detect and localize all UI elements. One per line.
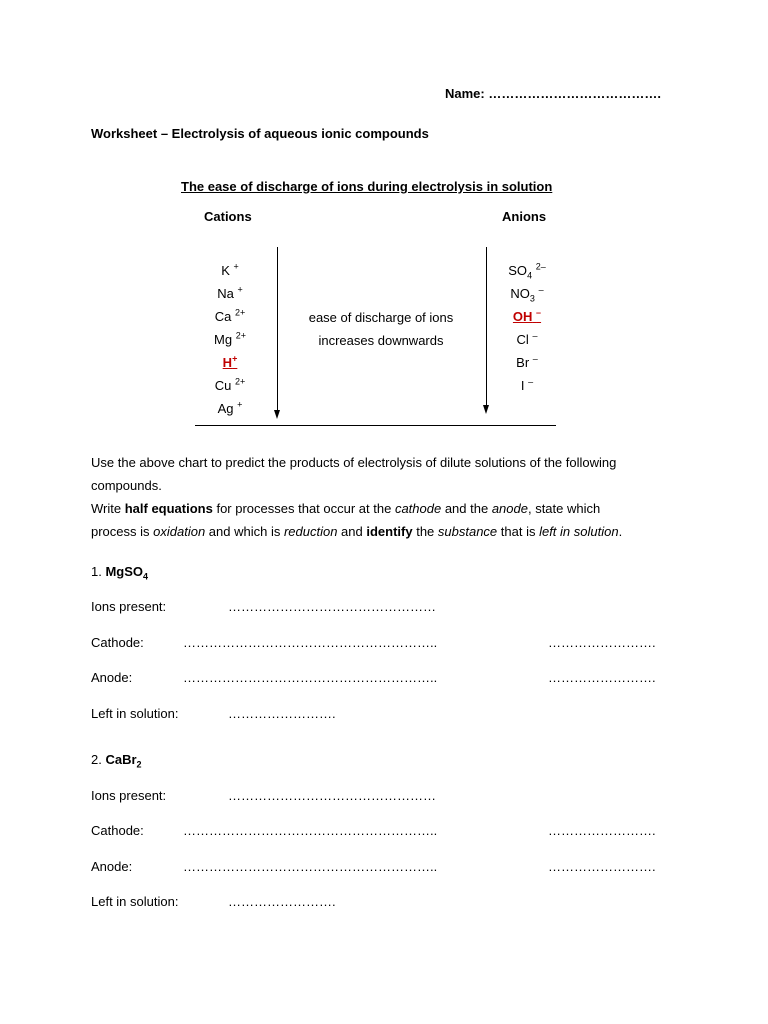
ion-symbol: Br [516,355,530,370]
ion-charge: 2– [535,261,546,272]
cathode-equation-answer[interactable]: ………………………………………………….. [183,823,438,838]
formula-base: MgSO [105,564,144,579]
anions-heading: Anions [502,209,547,224]
ions-present-answer[interactable]: ………………………………………… [228,788,436,803]
ion-symbol: I [520,378,525,393]
question-heading [91,564,149,582]
cathode-process-answer[interactable]: ……………………. [548,823,656,838]
ions-present-label: Ions present: [91,599,167,614]
anions-arrow-head-icon [483,405,489,414]
left-in-solution-answer[interactable]: ……………………. [228,894,336,909]
ion-charge: + [232,353,238,364]
ion-subscript: 3 [529,293,535,304]
cathode-label: Cathode: [91,635,144,650]
text-process-is: process is [91,524,154,539]
anion-item [487,309,567,324]
ion-symbol: Na [217,286,234,301]
cation-item [190,286,270,301]
instructions-line1: Use the above chart to predict the products of electrolysis of dilute solutions of the following [91,455,617,470]
text-the: the [412,524,438,539]
ion-charge: + [233,261,239,272]
question-heading [91,752,142,770]
name-dots: …………………………………. [488,86,661,101]
cathode-label: Cathode: [91,823,144,838]
question-formula [105,752,142,770]
left-in-solution-answer[interactable]: ……………………. [228,706,336,721]
cation-item [190,401,270,416]
ion-charge: 2+ [235,330,246,341]
chart-title: The ease of discharge of ions during electrolysis in solution [181,179,553,194]
text-cathode: cathode [394,501,442,516]
anion-item [487,355,567,370]
chart-middle-line1: ease of discharge of ions [308,310,454,325]
cation-item [190,355,270,370]
question-formula [105,564,149,582]
ion-charge: 2+ [234,376,246,387]
left-in-solution-label: Left in solution: [91,894,179,909]
text-period: . [618,524,623,539]
text-left-in-solution: left in solution [539,524,619,539]
chart-baseline-divider [195,425,556,426]
text-oxidation: oxidation [153,524,206,539]
cation-item [190,332,270,347]
anode-equation-answer[interactable]: ………………………………………………….. [183,670,438,685]
text-identify: identify [366,524,413,539]
ion-symbol: Mg [214,332,233,347]
anion-item [487,284,567,304]
ion-symbol: K [221,263,230,278]
ion-symbol: OH [512,309,533,324]
text-anode: anode [491,501,528,516]
ion-charge: + [237,399,243,410]
ion-symbol: Ag [217,401,234,416]
anode-equation-answer[interactable]: ………………………………………………….. [183,859,438,874]
text-that-is: that is [497,524,540,539]
cathode-equation-answer[interactable]: ………………………………………………….. [183,635,438,650]
text-state-which: , state which [527,501,601,516]
question-number: 2. [91,752,102,767]
instructions-line4 [91,520,691,543]
text-half-equations: half equations [124,501,213,516]
formula-subscript: 2 [136,759,142,770]
ion-symbol: H [222,355,233,370]
anode-process-answer[interactable]: ……………………. [548,670,656,685]
ion-charge: – [532,330,538,341]
anode-label: Anode: [91,670,133,685]
name-field[interactable] [445,86,661,101]
text-and: and [337,524,367,539]
anion-item [487,378,567,393]
instructions-line3 [91,497,691,520]
left-in-solution-label: Left in solution: [91,706,179,721]
ion-charge: – [532,353,538,364]
cathode-process-answer[interactable]: ……………………. [548,635,656,650]
cation-item [190,309,270,324]
anions-arrow-line [486,247,487,407]
text-and-the: and the [441,501,492,516]
ions-present-answer[interactable]: ………………………………………… [228,599,436,614]
ion-subscript: 4 [527,270,533,281]
ion-charge: + [237,284,243,295]
ion-charge: – [536,307,542,318]
ion-charge: – [528,376,534,387]
cations-arrow-head-icon [274,410,280,419]
chart-middle-line2: increases downwards [318,333,444,348]
formula-base: CaBr [105,752,137,767]
cations-arrow-line [277,247,278,412]
text-reduction: reduction [283,524,338,539]
ion-symbol: Cl [516,332,529,347]
ion-symbol: Ca [214,309,232,324]
ion-symbol: Cu [214,378,232,393]
ion-charge: – [538,284,544,295]
worksheet-title: Worksheet – Electrolysis of aqueous ionic compounds [91,126,429,141]
question-number: 1. [91,564,102,579]
text-write: Write [91,501,125,516]
text-and-which: and which is [205,524,284,539]
ions-present-label: Ions present: [91,788,167,803]
text-processes: for processes that occur at the [212,501,395,516]
cation-item [190,378,270,393]
anion-item [487,261,567,281]
anode-label: Anode: [91,859,133,874]
anion-item [487,332,567,347]
cations-heading: Cations [204,209,252,224]
ion-charge: 2+ [234,307,246,318]
ion-symbol: NO [510,286,530,301]
formula-subscript: 4 [143,571,149,582]
ion-symbol: SO [508,263,528,278]
name-label: Name: [445,86,485,101]
anode-process-answer[interactable]: ……………………. [548,859,656,874]
instructions-line2: compounds. [91,478,162,493]
cation-item [190,263,270,278]
text-substance: substance [437,524,498,539]
